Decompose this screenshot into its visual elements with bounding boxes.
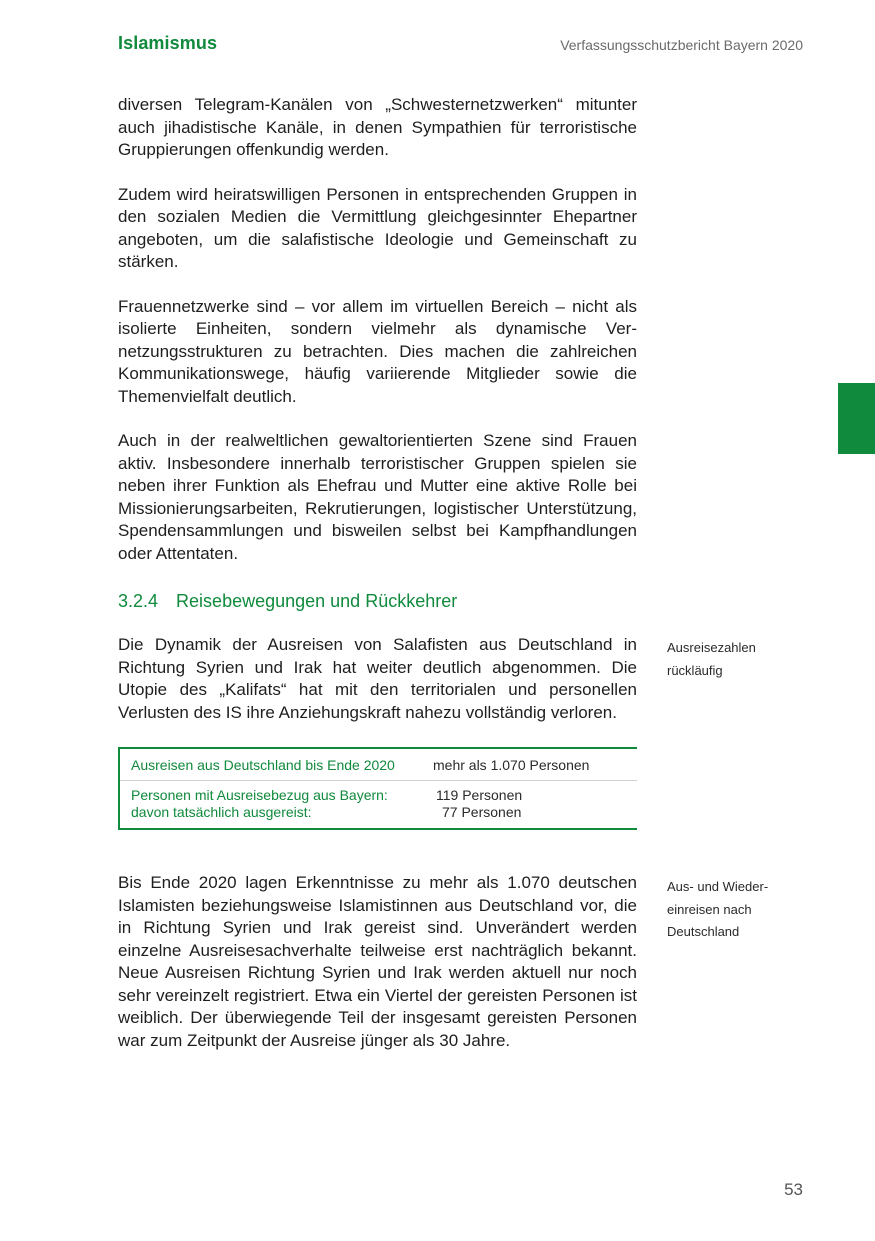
paragraph-3: Frauennetzwerke sind – vor allem im virtuellen Bereich – nicht als isolierte Einheiten, sondern vielmehr als dynamische Vernetzungsstrukturen zu betrachten. Dies machen die zahlreichen Kommunikationswege, häufig variierende Mitglieder sowie die Themenvielfalt deutlich. [118, 296, 637, 406]
main-content [118, 94, 637, 1052]
statistics-label-group [131, 787, 433, 821]
paragraph-4: Auch in der realweltlichen gewaltorientierten Szene sind Frauen aktiv. Insbesondere innerhalb terroristischer Gruppen spielen sie neben ihrer Funktion als Ehefrau und Mutter eine aktive Rolle bei Missionierungsarbeiten, Rekrutierungen, logistischer Unterstützung, Spendensammlungen und bisweilen selbst bei Kampfhandlungen oder Attentaten. [118, 431, 637, 563]
margin-note-reentries [667, 876, 768, 944]
paragraph-5: Die Dynamik der Ausreisen von Salafisten aus Deutschland in Richtung Syrien und Irak hat weiter deutlich abgenommen. Die Utopie des „Kalifats“ hat mit den territorialen und personellen Verlusten des IS ihre Anziehungskraft nahezu vollständig verloren. [118, 635, 637, 722]
statistics-label: Personen mit Ausreisebezug aus Bayern: [131, 787, 388, 803]
paragraph-6: Bis Ende 2020 lagen Erkenntnisse zu mehr als 1.070 deutschen Islamisten beziehungsweise Islamistinnen aus Deutschland vor, die in Richtung Syrien und Irak gereist sind. Unverändert werden einzelne Ausreisesachverhalte teilweise erst nachträglich bekannt. Neue Ausreisen Richtung Syrien und Irak werden aktuell nur noch sehr vereinzelt registriert. Etwa ein Viertel der gereisten Personen ist weiblich. Der überwiegende Teil der insgesamt gereisten Personen war zum Zeitpunkt der Ausreise jünger als 30 Jahre. [118, 873, 637, 1050]
statistics-row-bavaria [120, 780, 637, 828]
statistics-box [118, 747, 637, 830]
statistics-label: Ausreisen aus Deutschland bis Ende 2020 [131, 757, 395, 773]
margin-note-line: Deutschland [667, 924, 740, 939]
margin-note-line: rückläufig [667, 662, 723, 678]
margin-note-line: Ausreisezahlen [667, 640, 756, 655]
paragraph-2: Zudem wird heiratswilligen Personen in entsprechenden Gruppen in den sozialen Medien die Vermittlung gleichgesinnter Ehepartner angeboten, um die salafistische Ideologie und Gemeinschaft zu stärken. [118, 184, 637, 271]
publication-title: Verfassungsschutzbericht Bayern 2020 [560, 37, 803, 53]
statistics-value-group [433, 787, 522, 821]
section-heading [118, 591, 637, 612]
statistics-value: mehr als 1.070 Personen [433, 757, 590, 773]
margin-note-line: Aus- und Wieder- [667, 879, 769, 894]
statistics-row-germany [120, 749, 637, 780]
chapter-tab-marker [838, 383, 875, 454]
paragraph-1: diversen Telegram-Kanälen von „Schwesternetzwerken“ mitunter auch jihadistische Kanäle, in denen Sympathien für terroristische Gruppierungen offenkundig werden. [118, 95, 637, 159]
margin-note-line: einreisen nach [667, 901, 752, 917]
page-number: 53 [784, 1180, 803, 1199]
statistics-label: davon tatsächlich ausgereist: [131, 804, 312, 820]
section-title-text: Reisebewegungen und Rückkehrer [176, 591, 458, 611]
statistics-value: 119 Personen [436, 787, 523, 803]
section-title: Islamismus [118, 33, 218, 53]
margin-note-departures [667, 637, 756, 682]
section-number: 3.2.4 [118, 591, 159, 611]
statistics-value: 77 Personen [442, 804, 522, 820]
